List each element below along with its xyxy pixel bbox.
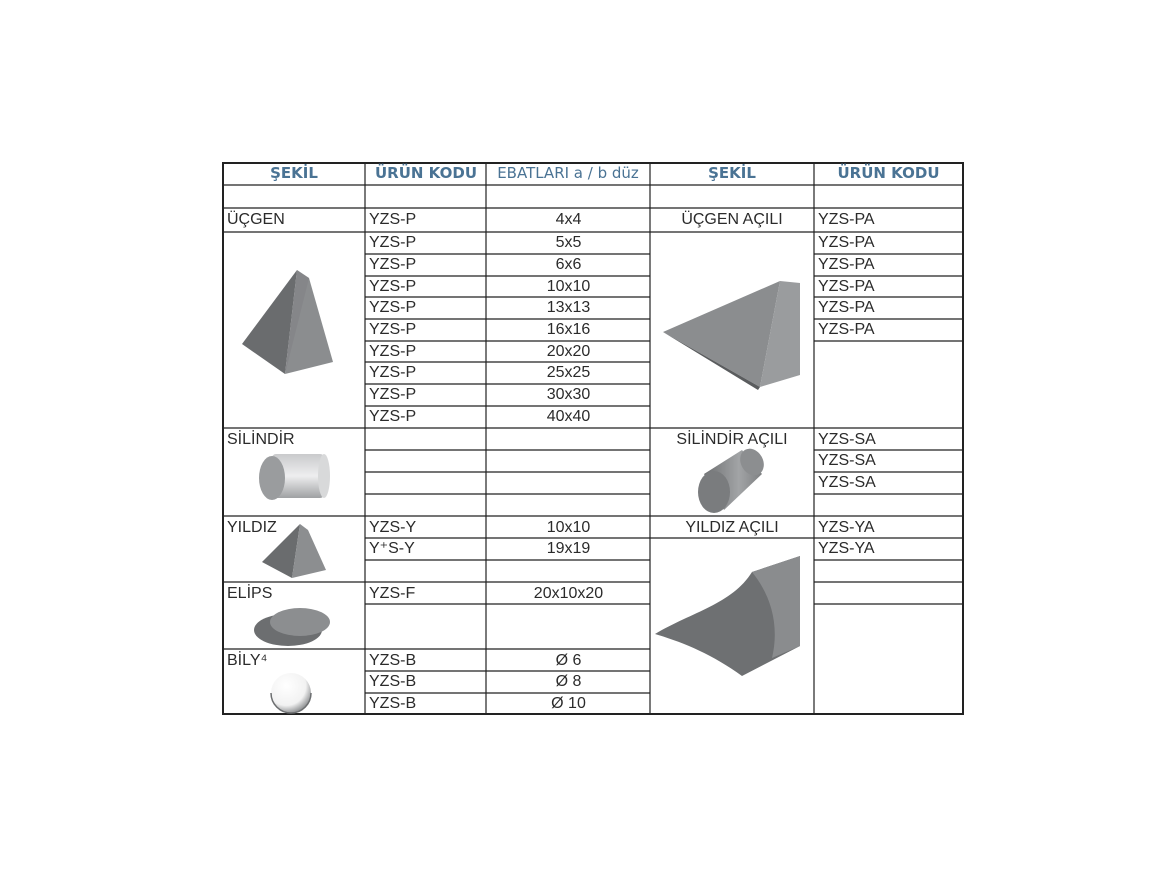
dim-cell: 30x30	[546, 386, 591, 403]
dim-cell: 20x20	[546, 343, 591, 360]
code-cell: YZS-P	[369, 278, 417, 295]
code-cell: YZS-PA	[818, 211, 875, 228]
dim-cell: 6x6	[555, 256, 582, 273]
cylinder-image	[254, 450, 334, 504]
dim-cell: 10x10	[546, 519, 591, 536]
dim-cell: Ø 8	[555, 673, 582, 690]
code-cell: YZS-PA	[818, 234, 875, 251]
code-cell: YZS-SA	[818, 431, 876, 448]
code-cell: YZS-P	[369, 211, 417, 228]
code-cell: YZS-B	[369, 695, 417, 712]
code-cell: YZS-PA	[818, 321, 875, 338]
code-cell: YZS-P	[369, 408, 417, 425]
header-shape-left: ŞEKİL	[270, 164, 318, 182]
code-cell: YZS-Y	[369, 519, 417, 536]
star-prism-image	[260, 520, 330, 580]
product-table	[222, 162, 964, 715]
code-cell: YZS-P	[369, 386, 417, 403]
code-cell: YZS-YA	[818, 519, 875, 536]
shape-label-cylinder: SİLİNDİR	[227, 431, 295, 448]
cylinder-angled-image	[690, 446, 770, 516]
header-dimensions: EBATLARI a / b düz	[497, 164, 639, 182]
dim-cell: 19x19	[546, 540, 591, 557]
dim-cell: 10x10	[546, 278, 591, 295]
shape-label-triangle-angled: ÜÇGEN AÇILI	[681, 211, 783, 228]
code-cell: YZS-B	[369, 652, 417, 669]
code-cell: YZS-P	[369, 234, 417, 251]
shape-label-star-angled: YILDIZ AÇILI	[685, 519, 779, 536]
shape-label-ellipse: ELİPS	[227, 585, 273, 602]
ball-image	[266, 670, 316, 714]
triangle-angled-image	[660, 277, 805, 392]
code-cell: YZS-P	[369, 343, 417, 360]
dim-cell: 5x5	[555, 234, 582, 251]
ellipse-prism-image	[250, 600, 340, 650]
shape-label-triangle: ÜÇGEN	[227, 211, 285, 228]
code-cell: YZS-YA	[818, 540, 875, 557]
dim-cell: 13x13	[546, 299, 591, 316]
dim-cell: Ø 6	[555, 652, 582, 669]
code-cell: YZS-PA	[818, 256, 875, 273]
code-cell: Y⁺S-Y	[369, 540, 415, 557]
code-cell: YZS-PA	[818, 278, 875, 295]
dim-cell: 20x10x20	[533, 585, 604, 602]
code-cell: YZS-F	[369, 585, 416, 602]
header-shape-right: ŞEKİL	[708, 164, 756, 182]
header-code-right: ÜRÜN KODU	[837, 164, 940, 182]
header-code-left: ÜRÜN KODU	[374, 164, 478, 182]
triangle-prism-image	[237, 262, 337, 382]
dim-cell: 25x25	[546, 364, 591, 381]
dim-cell: 16x16	[546, 321, 591, 338]
dim-cell: Ø 10	[551, 695, 586, 712]
dim-cell: 40x40	[546, 408, 591, 425]
code-cell: YZS-PA	[818, 299, 875, 316]
star-angled-image	[652, 554, 802, 679]
dim-cell: 4x4	[555, 211, 582, 228]
code-cell: YZS-P	[369, 321, 417, 338]
code-cell: YZS-P	[369, 299, 417, 316]
shape-label-cylinder-angled: SİLİNDİR AÇILI	[676, 431, 788, 448]
code-cell: YZS-P	[369, 364, 417, 381]
code-cell: YZS-P	[369, 256, 417, 273]
code-cell: YZS-SA	[818, 452, 876, 469]
code-cell: YZS-SA	[818, 474, 876, 491]
shape-label-ball: BİLY⁴	[227, 652, 268, 669]
shape-label-star: YILDIZ	[227, 519, 277, 536]
code-cell: YZS-B	[369, 673, 417, 690]
